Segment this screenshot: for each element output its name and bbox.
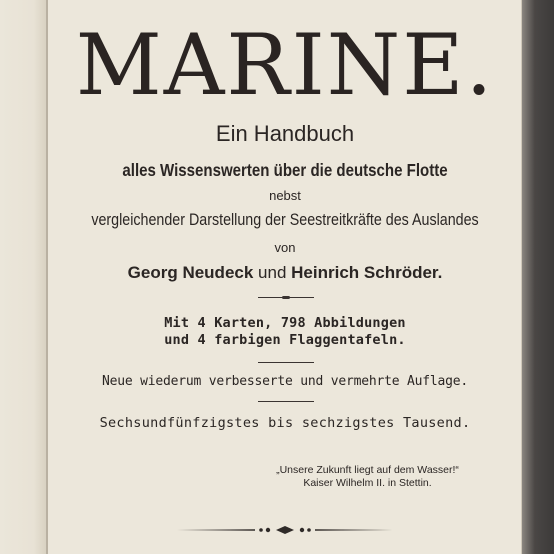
divider-center-mark (282, 296, 290, 299)
ornament-diamond (276, 526, 294, 534)
authors-line (48, 262, 522, 284)
ornament-divider (175, 524, 395, 536)
authors-and: und (258, 263, 287, 282)
by-text: von (274, 240, 296, 255)
quote-text: „Unsere Zukunft liegt auf dem Wasser!“ (276, 464, 459, 476)
divider-rule (258, 401, 314, 402)
ornament-right-taper (315, 529, 393, 531)
illustrations-line-2: und 4 farbigen Flaggentafeln. (164, 332, 406, 348)
left-page-edge (0, 0, 48, 554)
subtitle-short: Ein Handbuch (215, 121, 355, 146)
ornament-dot (300, 528, 304, 532)
author-second: Heinrich Schröder. (291, 263, 443, 282)
ornament-dot (266, 528, 270, 532)
edition-statement: Neue wiederum verbesserte und vermehrte Auflage. (101, 374, 469, 389)
subtitle-long: alles Wissenswerten über die deutsche Flotte (122, 160, 448, 180)
print-run-statement: Sechsundfünfzigstes bis sechzigstes Tausend. (99, 415, 471, 431)
dark-background (522, 0, 554, 554)
ornament-left-taper (177, 529, 255, 531)
divider-rule (258, 362, 314, 363)
subtitle-comparison: vergleichender Darstellung der Seestreitkräfte des Auslandes (91, 210, 479, 229)
quote-attribution: Kaiser Wilhelm II. in Stettin. (303, 477, 432, 489)
ornament-dot (307, 528, 311, 532)
conjunction-text: nebst (269, 188, 301, 203)
ornament-dot (259, 528, 263, 532)
author-first: Georg Neudeck (127, 263, 254, 282)
illustrations-line-1: Mit 4 Karten, 798 Abbildungen (164, 315, 406, 331)
book-title: MARINE. (75, 16, 495, 114)
